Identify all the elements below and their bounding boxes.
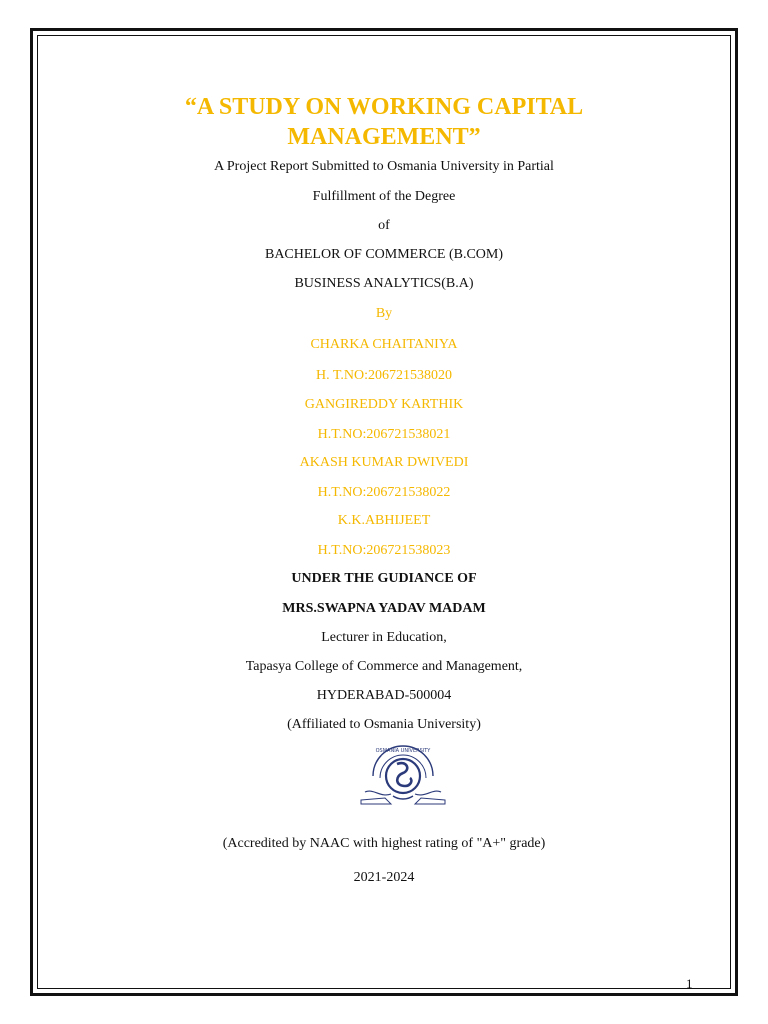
svg-text:OSMANIA UNIVERSITY: OSMANIA UNIVERSITY <box>375 748 431 754</box>
submission-line-1: A Project Report Submitted to Osmania University in Partial <box>214 159 554 174</box>
student-name: CHARKA CHAITANIYA <box>310 337 458 352</box>
submission-line-3: of <box>378 218 390 233</box>
accreditation: (Accredited by NAAC with highest rating of "A+" grade) <box>222 836 546 851</box>
report-title <box>0 92 768 152</box>
by-label: By <box>375 306 393 321</box>
college-city: HYDERABAD-500004 <box>316 688 452 703</box>
student-ht-no: H. T.NO:206721538020 <box>316 368 452 383</box>
student-ht-no: H.T.NO:206721538021 <box>317 427 451 442</box>
guide-designation: Lecturer in Education, <box>321 630 447 645</box>
student-ht-no: H.T.NO:206721538022 <box>317 485 451 500</box>
academic-years: 2021-2024 <box>353 870 415 885</box>
affiliation: (Affiliated to Osmania University) <box>287 717 481 732</box>
student-name: K.K.ABHIJEET <box>337 513 431 528</box>
specialization: BUSINESS ANALYTICS(B.A) <box>294 276 474 291</box>
student-name: GANGIREDDY KARTHIK <box>304 397 464 412</box>
guidance-heading: UNDER THE GUDIANCE OF <box>291 571 477 586</box>
guide-name: MRS.SWAPNA YADAV MADAM <box>282 601 486 616</box>
college-name: Tapasya College of Commerce and Management, <box>245 659 523 674</box>
title-line-1: “A STUDY ON WORKING CAPITAL <box>184 94 584 120</box>
osmania-university-seal-icon <box>355 742 451 808</box>
student-name: AKASH KUMAR DWIVEDI <box>299 455 469 470</box>
submission-line-2: Fulfillment of the Degree <box>312 189 456 204</box>
degree-name: BACHELOR OF COMMERCE (B.COM) <box>264 247 504 262</box>
page-number: 1 <box>686 976 693 991</box>
title-line-2: MANAGEMENT” <box>287 124 481 150</box>
student-ht-no: H.T.NO:206721538023 <box>317 543 451 558</box>
